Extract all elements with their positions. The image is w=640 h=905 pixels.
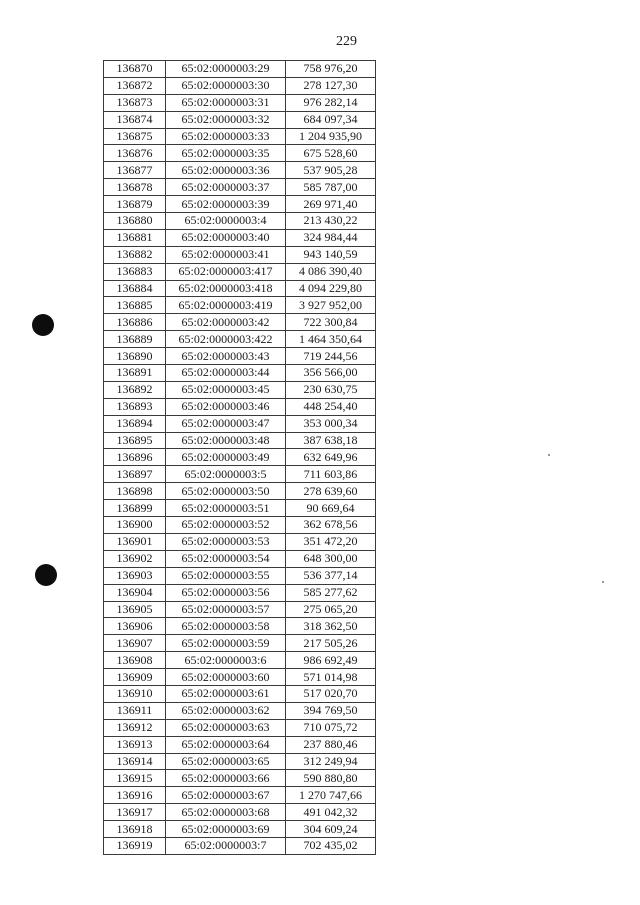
table-row [104, 550, 376, 567]
cadastral-number-cell: 65:02:0000003:48 [166, 432, 286, 449]
record-number-cell: 136908 [104, 652, 166, 669]
value-cell: 1 464 350,64 [286, 331, 376, 348]
record-number-cell: 136873 [104, 94, 166, 111]
value-cell: 4 086 390,40 [286, 263, 376, 280]
record-number-cell: 136892 [104, 381, 166, 398]
table-row [104, 719, 376, 736]
cadastral-number-cell: 65:02:0000003:67 [166, 787, 286, 804]
value-cell: 976 282,14 [286, 94, 376, 111]
value-cell: 230 630,75 [286, 381, 376, 398]
table-row [104, 652, 376, 669]
cadastral-number-cell: 65:02:0000003:43 [166, 348, 286, 365]
value-cell: 324 984,44 [286, 229, 376, 246]
cadastral-number-cell: 65:02:0000003:55 [166, 567, 286, 584]
cadastral-number-cell: 65:02:0000003:31 [166, 94, 286, 111]
table-row [104, 533, 376, 550]
record-number-cell: 136878 [104, 179, 166, 196]
cadastral-number-cell: 65:02:0000003:46 [166, 398, 286, 415]
cadastral-number-cell: 65:02:0000003:33 [166, 128, 286, 145]
punch-hole [32, 314, 54, 336]
scan-speck [602, 581, 604, 583]
table-row [104, 94, 376, 111]
cadastral-number-cell: 65:02:0000003:59 [166, 635, 286, 652]
record-number-cell: 136895 [104, 432, 166, 449]
table-row [104, 517, 376, 534]
cadastral-number-cell: 65:02:0000003:57 [166, 601, 286, 618]
table-row [104, 669, 376, 686]
cadastral-number-cell: 65:02:0000003:63 [166, 719, 286, 736]
table-row [104, 432, 376, 449]
cadastral-number-cell: 65:02:0000003:45 [166, 381, 286, 398]
cadastral-number-cell: 65:02:0000003:5 [166, 466, 286, 483]
record-number-cell: 136890 [104, 348, 166, 365]
record-number-cell: 136903 [104, 567, 166, 584]
table-row [104, 179, 376, 196]
value-cell: 278 639,60 [286, 483, 376, 500]
record-number-cell: 136911 [104, 702, 166, 719]
record-number-cell: 136872 [104, 77, 166, 94]
cadastral-number-cell: 65:02:0000003:39 [166, 196, 286, 213]
cadastral-number-cell: 65:02:0000003:417 [166, 263, 286, 280]
scan-speck [548, 454, 550, 456]
record-number-cell: 136870 [104, 61, 166, 78]
record-number-cell: 136914 [104, 753, 166, 770]
record-number-cell: 136907 [104, 635, 166, 652]
punch-hole [35, 564, 57, 586]
record-number-cell: 136915 [104, 770, 166, 787]
record-number-cell: 136884 [104, 280, 166, 297]
table-row [104, 111, 376, 128]
table-row [104, 415, 376, 432]
value-cell: 304 609,24 [286, 821, 376, 838]
table-row [104, 263, 376, 280]
record-number-cell: 136877 [104, 162, 166, 179]
cadastral-number-cell: 65:02:0000003:422 [166, 331, 286, 348]
record-number-cell: 136901 [104, 533, 166, 550]
table-row [104, 770, 376, 787]
table-row [104, 61, 376, 78]
record-number-cell: 136879 [104, 196, 166, 213]
value-cell: 3 927 952,00 [286, 297, 376, 314]
record-number-cell: 136874 [104, 111, 166, 128]
cadastral-number-cell: 65:02:0000003:35 [166, 145, 286, 162]
cadastral-number-cell: 65:02:0000003:419 [166, 297, 286, 314]
record-number-cell: 136889 [104, 331, 166, 348]
cadastral-number-cell: 65:02:0000003:37 [166, 179, 286, 196]
cadastral-number-cell: 65:02:0000003:30 [166, 77, 286, 94]
record-number-cell: 136906 [104, 618, 166, 635]
value-cell: 275 065,20 [286, 601, 376, 618]
value-cell: 758 976,20 [286, 61, 376, 78]
value-cell: 648 300,00 [286, 550, 376, 567]
table-row [104, 162, 376, 179]
value-cell: 318 362,50 [286, 618, 376, 635]
cadastral-number-cell: 65:02:0000003:32 [166, 111, 286, 128]
cadastral-number-cell: 65:02:0000003:6 [166, 652, 286, 669]
record-number-cell: 136886 [104, 314, 166, 331]
table-row [104, 331, 376, 348]
cadastral-number-cell: 65:02:0000003:69 [166, 821, 286, 838]
record-number-cell: 136876 [104, 145, 166, 162]
cadastral-number-cell: 65:02:0000003:60 [166, 669, 286, 686]
value-cell: 353 000,34 [286, 415, 376, 432]
cadastral-number-cell: 65:02:0000003:50 [166, 483, 286, 500]
cadastral-number-cell: 65:02:0000003:42 [166, 314, 286, 331]
value-cell: 719 244,56 [286, 348, 376, 365]
record-number-cell: 136897 [104, 466, 166, 483]
record-number-cell: 136885 [104, 297, 166, 314]
cadastral-number-cell: 65:02:0000003:44 [166, 365, 286, 382]
cadastral-number-cell: 65:02:0000003:61 [166, 685, 286, 702]
value-cell: 986 692,49 [286, 652, 376, 669]
table-row [104, 449, 376, 466]
record-number-cell: 136909 [104, 669, 166, 686]
record-number-cell: 136918 [104, 821, 166, 838]
record-number-cell: 136883 [104, 263, 166, 280]
table-row [104, 804, 376, 821]
record-number-cell: 136899 [104, 500, 166, 517]
table-row [104, 297, 376, 314]
table-row [104, 837, 376, 854]
record-number-cell: 136891 [104, 365, 166, 382]
record-number-cell: 136882 [104, 246, 166, 263]
cadastral-number-cell: 65:02:0000003:41 [166, 246, 286, 263]
table-row [104, 381, 376, 398]
value-cell: 710 075,72 [286, 719, 376, 736]
value-cell: 536 377,14 [286, 567, 376, 584]
record-number-cell: 136896 [104, 449, 166, 466]
record-number-cell: 136912 [104, 719, 166, 736]
table-row [104, 635, 376, 652]
cadastral-number-cell: 65:02:0000003:66 [166, 770, 286, 787]
value-cell: 632 649,96 [286, 449, 376, 466]
cadastral-number-cell: 65:02:0000003:64 [166, 736, 286, 753]
value-cell: 394 769,50 [286, 702, 376, 719]
value-cell: 571 014,98 [286, 669, 376, 686]
table-row [104, 753, 376, 770]
table-row [104, 314, 376, 331]
table-row [104, 584, 376, 601]
value-cell: 517 020,70 [286, 685, 376, 702]
table-row [104, 229, 376, 246]
table-row [104, 213, 376, 230]
cadastral-number-cell: 65:02:0000003:47 [166, 415, 286, 432]
cadastral-number-cell: 65:02:0000003:58 [166, 618, 286, 635]
cadastral-number-cell: 65:02:0000003:68 [166, 804, 286, 821]
table-row [104, 685, 376, 702]
record-number-cell: 136900 [104, 517, 166, 534]
cadastral-number-cell: 65:02:0000003:4 [166, 213, 286, 230]
table-row [104, 466, 376, 483]
table-row [104, 567, 376, 584]
record-number-cell: 136893 [104, 398, 166, 415]
value-cell: 362 678,56 [286, 517, 376, 534]
value-cell: 702 435,02 [286, 837, 376, 854]
table-row [104, 348, 376, 365]
table-row [104, 702, 376, 719]
cadastral-number-cell: 65:02:0000003:51 [166, 500, 286, 517]
cadastral-number-cell: 65:02:0000003:40 [166, 229, 286, 246]
record-number-cell: 136904 [104, 584, 166, 601]
value-cell: 585 277,62 [286, 584, 376, 601]
record-number-cell: 136910 [104, 685, 166, 702]
table-row [104, 483, 376, 500]
record-number-cell: 136894 [104, 415, 166, 432]
value-cell: 269 971,40 [286, 196, 376, 213]
value-cell: 537 905,28 [286, 162, 376, 179]
value-cell: 1 204 935,90 [286, 128, 376, 145]
table-row [104, 618, 376, 635]
table-row [104, 280, 376, 297]
value-cell: 684 097,34 [286, 111, 376, 128]
value-cell: 448 254,40 [286, 398, 376, 415]
value-cell: 278 127,30 [286, 77, 376, 94]
table-row [104, 246, 376, 263]
table-row [104, 196, 376, 213]
cadastral-number-cell: 65:02:0000003:62 [166, 702, 286, 719]
value-cell: 585 787,00 [286, 179, 376, 196]
cadastral-number-cell: 65:02:0000003:54 [166, 550, 286, 567]
value-cell: 217 505,26 [286, 635, 376, 652]
value-cell: 90 669,64 [286, 500, 376, 517]
record-number-cell: 136880 [104, 213, 166, 230]
cadastral-number-cell: 65:02:0000003:52 [166, 517, 286, 534]
value-cell: 590 880,80 [286, 770, 376, 787]
value-cell: 312 249,94 [286, 753, 376, 770]
page-number: 229 [336, 34, 357, 49]
value-cell: 491 042,32 [286, 804, 376, 821]
cadastral-number-cell: 65:02:0000003:36 [166, 162, 286, 179]
table-row [104, 821, 376, 838]
value-cell: 351 472,20 [286, 533, 376, 550]
value-cell: 722 300,84 [286, 314, 376, 331]
table-row [104, 398, 376, 415]
value-cell: 711 603,86 [286, 466, 376, 483]
record-number-cell: 136919 [104, 837, 166, 854]
record-number-cell: 136913 [104, 736, 166, 753]
value-cell: 4 094 229,80 [286, 280, 376, 297]
cadastral-number-cell: 65:02:0000003:49 [166, 449, 286, 466]
record-number-cell: 136916 [104, 787, 166, 804]
value-cell: 356 566,00 [286, 365, 376, 382]
cadastral-number-cell: 65:02:0000003:7 [166, 837, 286, 854]
table-row [104, 500, 376, 517]
table-row [104, 128, 376, 145]
record-number-cell: 136905 [104, 601, 166, 618]
value-cell: 387 638,18 [286, 432, 376, 449]
record-number-cell: 136875 [104, 128, 166, 145]
registry-table-body [104, 61, 376, 855]
cadastral-number-cell: 65:02:0000003:418 [166, 280, 286, 297]
table-row [104, 145, 376, 162]
record-number-cell: 136881 [104, 229, 166, 246]
table-row [104, 601, 376, 618]
table-row [104, 787, 376, 804]
value-cell: 213 430,22 [286, 213, 376, 230]
cadastral-number-cell: 65:02:0000003:29 [166, 61, 286, 78]
cadastral-number-cell: 65:02:0000003:53 [166, 533, 286, 550]
table-row [104, 365, 376, 382]
value-cell: 675 528,60 [286, 145, 376, 162]
record-number-cell: 136902 [104, 550, 166, 567]
cadastral-number-cell: 65:02:0000003:65 [166, 753, 286, 770]
value-cell: 1 270 747,66 [286, 787, 376, 804]
record-number-cell: 136917 [104, 804, 166, 821]
cadastral-number-cell: 65:02:0000003:56 [166, 584, 286, 601]
registry-table [103, 60, 376, 855]
table-row [104, 77, 376, 94]
value-cell: 943 140,59 [286, 246, 376, 263]
table-row [104, 736, 376, 753]
record-number-cell: 136898 [104, 483, 166, 500]
value-cell: 237 880,46 [286, 736, 376, 753]
